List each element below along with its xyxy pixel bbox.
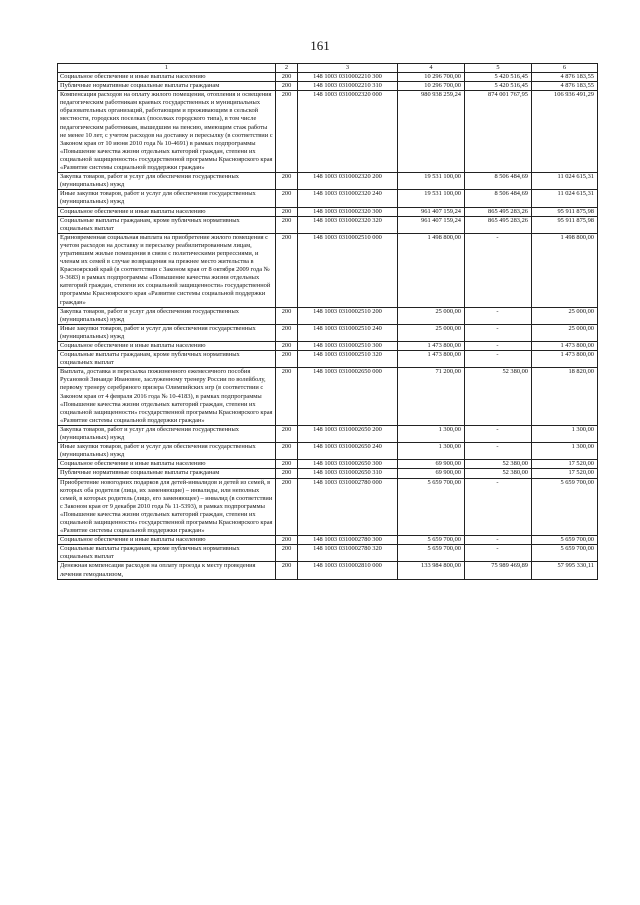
row-executed-amount: 52 380,00	[465, 469, 532, 478]
row-approved-amount: 25 000,00	[398, 307, 465, 324]
row-description: Социальное обеспечение и иные выплаты населению	[58, 342, 276, 351]
row-unexecuted-amount: 1 498 800,00	[532, 233, 598, 307]
row-description: Компенсация расходов на оплату жилого помещения, отопления и освещения педагогическим работникам краевых государственных и муниципальных образовательных организаций, работающим и проживающим в сельской местности, городских поселках (поселках городского типа), в том числе педагогическим работникам, вышедшим на пенсию, имеющим стаж работы не менее 10 лет, с учетом расходов на доставку и пересылку (в соответствии с Законом края от 10 июня 2010 года № 10-4691) в рамках подпрограммы «Повышение качества жизни отдельных категорий граждан, степени их социальной защищенности» государственной программы Красноярского края «Развитие системы социальной поддержки граждан»	[58, 91, 276, 173]
row-budget-code: 148 1003 0310002510 200	[298, 307, 398, 324]
row-budget-code: 148 1003 0310002320 300	[298, 207, 398, 216]
table-row	[58, 324, 598, 341]
row-unexecuted-amount: 57 995 330,11	[532, 562, 598, 579]
row-budget-code: 148 1003 0310002510 240	[298, 324, 398, 341]
row-budget-code: 148 1003 0310002320 240	[298, 190, 398, 207]
page-number: 161	[310, 38, 330, 53]
row-unexecuted-amount: 1 473 800,00	[532, 342, 598, 351]
table-row	[58, 91, 598, 173]
row-unexecuted-amount: 18 820,00	[532, 368, 598, 426]
table-row	[58, 425, 598, 442]
table-row	[58, 443, 598, 460]
table-row	[58, 207, 598, 216]
row-approved-amount: 961 407 159,24	[398, 216, 465, 233]
row-budget-code: 148 1003 0310002320 320	[298, 216, 398, 233]
row-executed-amount: 865 495 283,26	[465, 216, 532, 233]
table-row	[58, 190, 598, 207]
table-row	[58, 73, 598, 82]
row-budget-code: 148 1003 0310002650 310	[298, 469, 398, 478]
row-description: Социальное обеспечение и иные выплаты населению	[58, 536, 276, 545]
row-line-code: 200	[276, 351, 298, 368]
table-row	[58, 562, 598, 579]
row-approved-amount: 69 900,00	[398, 469, 465, 478]
row-approved-amount: 5 659 700,00	[398, 545, 465, 562]
row-description: Приобретение новогодних подарков для детей-инвалидов и детей из семей, в которых оба родителя (лица, их заменяющие) – инвалиды, или неполных семей, в которых родитель (лицо, его заменяющее) – инвалид (в соответствии с Законом края от 9 декабря 2010 года № 11-5393), в рамках подпрограммы «Повышение качества жизни отдельных категорий граждан, степени их социальной защищенности» государственной программы Красноярского края «Развитие системы социальной поддержки граждан»	[58, 478, 276, 536]
row-description: Закупка товаров, работ и услуг для обеспечения государственных (муниципальных) нужд	[58, 173, 276, 190]
table-row	[58, 460, 598, 469]
row-line-code: 200	[276, 82, 298, 91]
row-budget-code: 148 1003 0310002650 240	[298, 443, 398, 460]
row-approved-amount: 1 473 800,00	[398, 342, 465, 351]
row-unexecuted-amount: 11 024 615,31	[532, 190, 598, 207]
row-unexecuted-amount: 5 659 700,00	[532, 545, 598, 562]
row-approved-amount: 10 296 700,00	[398, 82, 465, 91]
row-line-code: 200	[276, 207, 298, 216]
row-description: Иные закупки товаров, работ и услуг для обеспечения государственных (муниципальных) нужд	[58, 443, 276, 460]
row-budget-code: 148 1003 0310002810 000	[298, 562, 398, 579]
row-approved-amount: 5 659 700,00	[398, 478, 465, 536]
row-approved-amount: 1 300,00	[398, 443, 465, 460]
row-executed-amount: -	[465, 307, 532, 324]
row-budget-code: 148 1003 0310002510 300	[298, 342, 398, 351]
column-header-5: 5	[465, 64, 532, 73]
row-executed-amount: 5 420 516,45	[465, 82, 532, 91]
row-line-code: 200	[276, 216, 298, 233]
row-unexecuted-amount: 95 911 875,98	[532, 207, 598, 216]
row-unexecuted-amount: 1 473 800,00	[532, 351, 598, 368]
row-line-code: 200	[276, 73, 298, 82]
row-unexecuted-amount: 25 000,00	[532, 324, 598, 341]
row-approved-amount: 71 200,00	[398, 368, 465, 426]
row-executed-amount: 5 420 516,45	[465, 73, 532, 82]
table-row	[58, 368, 598, 426]
row-budget-code: 148 1003 0310002650 300	[298, 460, 398, 469]
row-executed-amount: -	[465, 233, 532, 307]
row-budget-code: 148 1003 0310002650 000	[298, 368, 398, 426]
row-executed-amount: 874 001 767,95	[465, 91, 532, 173]
row-budget-code: 148 1003 0310002510 320	[298, 351, 398, 368]
row-description: Социальные выплаты гражданам, кроме публичных нормативных социальных выплат	[58, 351, 276, 368]
table-row	[58, 536, 598, 545]
column-header-2: 2	[276, 64, 298, 73]
row-description: Публичные нормативные социальные выплаты гражданам	[58, 469, 276, 478]
row-line-code: 200	[276, 368, 298, 426]
row-budget-code: 148 1003 0310002780 000	[298, 478, 398, 536]
table-row	[58, 233, 598, 307]
table-row	[58, 173, 598, 190]
row-description: Социальные выплаты гражданам, кроме публичных нормативных социальных выплат	[58, 545, 276, 562]
row-budget-code: 148 1003 0310002780 300	[298, 536, 398, 545]
row-executed-amount: 52 380,00	[465, 368, 532, 426]
row-executed-amount: 8 506 484,69	[465, 173, 532, 190]
row-unexecuted-amount: 4 876 183,55	[532, 73, 598, 82]
row-approved-amount: 25 000,00	[398, 324, 465, 341]
row-executed-amount: -	[465, 324, 532, 341]
row-executed-amount: 8 506 484,69	[465, 190, 532, 207]
row-executed-amount: -	[465, 342, 532, 351]
row-approved-amount: 19 531 100,00	[398, 190, 465, 207]
row-unexecuted-amount: 11 024 615,31	[532, 173, 598, 190]
row-executed-amount: 52 380,00	[465, 460, 532, 469]
row-unexecuted-amount: 4 876 183,55	[532, 82, 598, 91]
row-executed-amount: -	[465, 351, 532, 368]
column-header-6: 6	[532, 64, 598, 73]
row-description: Закупка товаров, работ и услуг для обеспечения государственных (муниципальных) нужд	[58, 425, 276, 442]
row-description: Единовременная социальная выплата на приобретение жилого помещения с учетом расходов на доставку и пересылку реабилитированным лицам, утратившим жилые помещения в связи с политическими репрессиями, и членам их семей в случае возвращения на прежнее место жительства в Красноярский край (в соответствии с Законом края от 8 октября 2009 года № 9-3683) в рамках подпрограммы «Повышение качества жизни отдельных категорий граждан, степени их социальной защищенности» государственной программы Красноярского края «Развитие системы социальной поддержки граждан»	[58, 233, 276, 307]
table-row	[58, 216, 598, 233]
row-description: Социальное обеспечение и иные выплаты населению	[58, 73, 276, 82]
row-approved-amount: 133 984 800,00	[398, 562, 465, 579]
row-description: Социальные выплаты гражданам, кроме публичных нормативных социальных выплат	[58, 216, 276, 233]
row-unexecuted-amount: 95 911 875,98	[532, 216, 598, 233]
row-budget-code: 148 1003 0310002650 200	[298, 425, 398, 442]
row-unexecuted-amount: 1 300,00	[532, 425, 598, 442]
table-row	[58, 307, 598, 324]
row-executed-amount: -	[465, 478, 532, 536]
budget-table-container	[57, 63, 597, 580]
table-row	[58, 342, 598, 351]
row-approved-amount: 69 900,00	[398, 460, 465, 469]
table-row	[58, 469, 598, 478]
row-unexecuted-amount: 1 300,00	[532, 443, 598, 460]
row-executed-amount: 865 495 283,26	[465, 207, 532, 216]
row-description: Денежная компенсация расходов на оплату проезда к месту проведения лечения гемодиализом,	[58, 562, 276, 579]
row-line-code: 200	[276, 173, 298, 190]
row-line-code: 200	[276, 460, 298, 469]
row-description: Закупка товаров, работ и услуг для обеспечения государственных (муниципальных) нужд	[58, 307, 276, 324]
row-description: Социальное обеспечение и иные выплаты населению	[58, 460, 276, 469]
row-line-code: 200	[276, 478, 298, 536]
row-unexecuted-amount: 25 000,00	[532, 307, 598, 324]
table-row	[58, 351, 598, 368]
row-unexecuted-amount: 17 520,00	[532, 469, 598, 478]
table-row	[58, 82, 598, 91]
budget-table	[57, 63, 598, 580]
row-executed-amount: -	[465, 443, 532, 460]
row-executed-amount: -	[465, 545, 532, 562]
row-line-code: 200	[276, 443, 298, 460]
row-approved-amount: 19 531 100,00	[398, 173, 465, 190]
row-approved-amount: 10 296 700,00	[398, 73, 465, 82]
row-approved-amount: 1 300,00	[398, 425, 465, 442]
row-line-code: 200	[276, 190, 298, 207]
row-budget-code: 148 1003 0310002210 310	[298, 82, 398, 91]
row-budget-code: 148 1003 0310002210 300	[298, 73, 398, 82]
column-header-4: 4	[398, 64, 465, 73]
row-line-code: 200	[276, 469, 298, 478]
row-line-code: 200	[276, 545, 298, 562]
row-unexecuted-amount: 5 659 700,00	[532, 536, 598, 545]
row-approved-amount: 980 938 259,24	[398, 91, 465, 173]
row-approved-amount: 5 659 700,00	[398, 536, 465, 545]
table-row	[58, 545, 598, 562]
row-budget-code: 148 1003 0310002780 320	[298, 545, 398, 562]
row-line-code: 200	[276, 562, 298, 579]
column-header-3: 3	[298, 64, 398, 73]
row-executed-amount: 75 989 469,89	[465, 562, 532, 579]
row-description: Социальное обеспечение и иные выплаты населению	[58, 207, 276, 216]
row-approved-amount: 1 498 800,00	[398, 233, 465, 307]
row-description: Иные закупки товаров, работ и услуг для обеспечения государственных (муниципальных) нужд	[58, 190, 276, 207]
column-header-1: 1	[58, 64, 276, 73]
row-line-code: 200	[276, 536, 298, 545]
column-number-row	[58, 64, 598, 73]
row-approved-amount: 961 407 159,24	[398, 207, 465, 216]
row-line-code: 200	[276, 91, 298, 173]
row-unexecuted-amount: 17 520,00	[532, 460, 598, 469]
row-budget-code: 148 1003 0310002320 000	[298, 91, 398, 173]
row-description: Публичные нормативные социальные выплаты гражданам	[58, 82, 276, 91]
row-executed-amount: -	[465, 536, 532, 545]
row-description: Иные закупки товаров, работ и услуг для обеспечения государственных (муниципальных) нужд	[58, 324, 276, 341]
row-unexecuted-amount: 106 936 491,29	[532, 91, 598, 173]
row-line-code: 200	[276, 307, 298, 324]
row-unexecuted-amount: 5 659 700,00	[532, 478, 598, 536]
row-description: Выплата, доставка и пересылка пожизненного ежемесячного пособия Русановой Зинаиде Ивановне, заслуженному тренеру России по волейболу, первому тренеру серебряного призера Олимпийских игр (в соответствии с Законом края от 4 февраля 2016 года № 10-4183), в рамках подпрограммы «Повышение качества жизни отдельных категорий граждан, степени их социальной защищенности» государственной программы Красноярского края «Развитие системы социальной поддержки граждан»	[58, 368, 276, 426]
table-row	[58, 478, 598, 536]
row-executed-amount: -	[465, 425, 532, 442]
row-line-code: 200	[276, 233, 298, 307]
row-budget-code: 148 1003 0310002320 200	[298, 173, 398, 190]
row-line-code: 200	[276, 324, 298, 341]
row-approved-amount: 1 473 800,00	[398, 351, 465, 368]
row-line-code: 200	[276, 342, 298, 351]
row-budget-code: 148 1003 0310002510 000	[298, 233, 398, 307]
row-line-code: 200	[276, 425, 298, 442]
